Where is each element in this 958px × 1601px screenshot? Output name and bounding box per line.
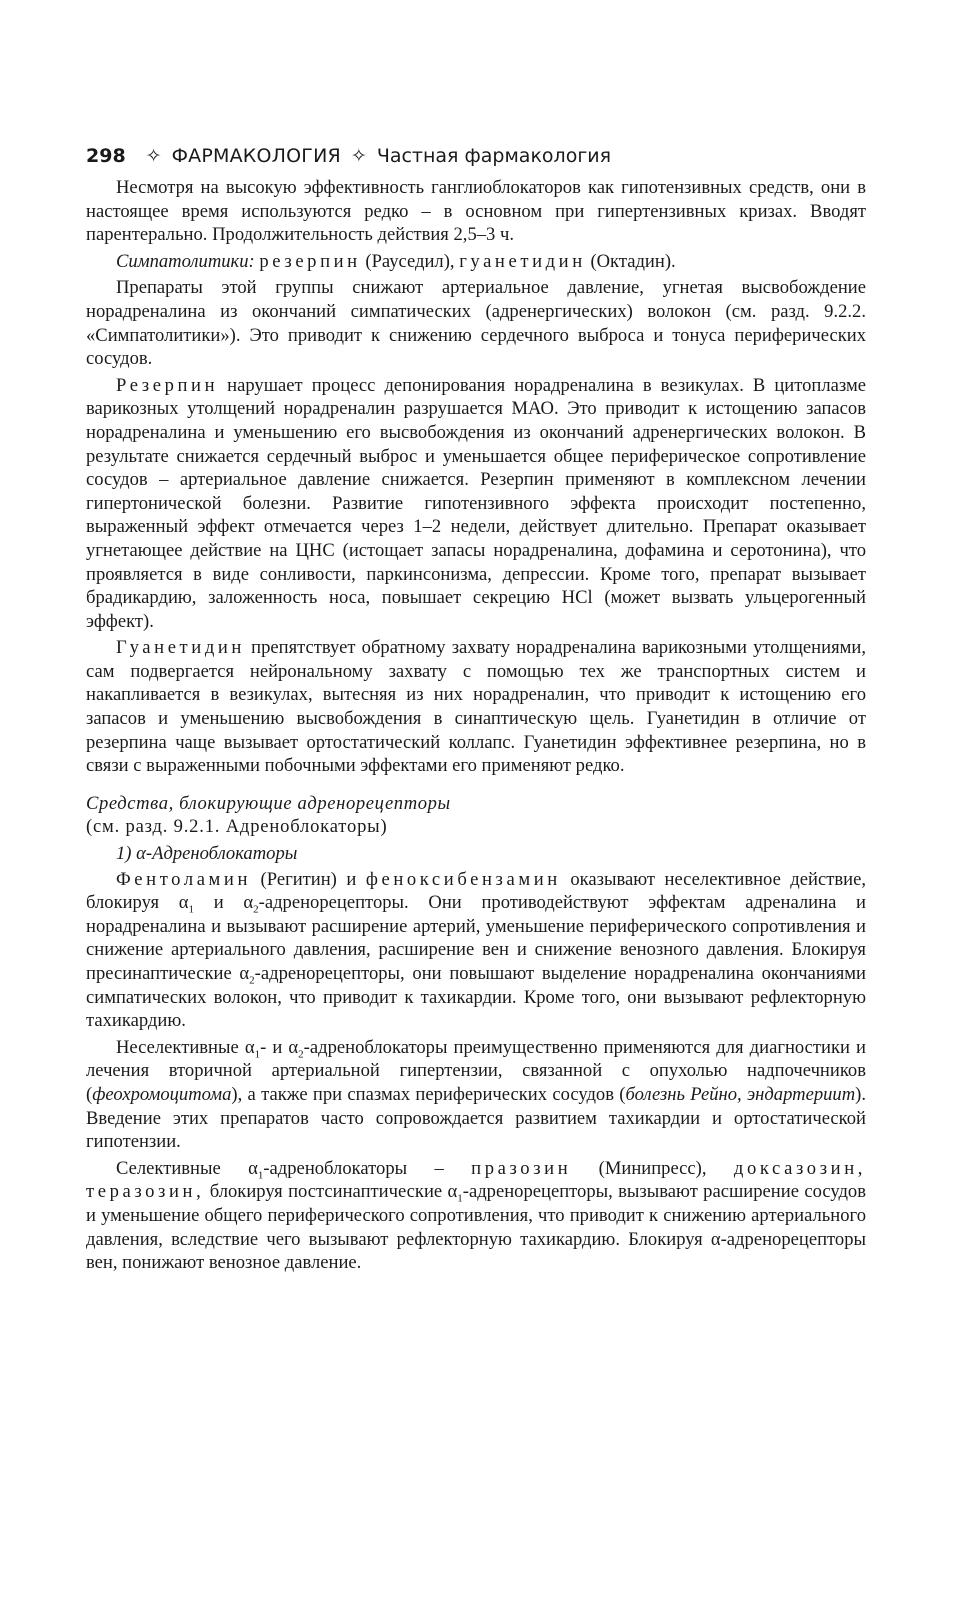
text-run: -адренорецепторы. Они противодействуют эффектам адреналина и норадреналина и вызывают расширение артерий, уменьшение периферического сопротивления и снижение артериального давления, расширение вен и снижение венозного давления. Блокируя пресинаптические α — [86, 892, 867, 984]
text-run: ), а также при спазмах периферических сосудов ( — [231, 1083, 626, 1105]
term-sympatholytics: Симпатолитики: — [116, 250, 255, 272]
paragraph-ganglioblockers: Несмотря на высокую эффективность ганглиоблокаторов как гипотензивных средств, они в настоящее время используются редко – в основном при гипертензивных кризах. Вводят парентерально. Продолжительность действия 2,5–3 ч. — [86, 177, 866, 246]
text-run: -адренорецепторы, вызывают расширение сосудов и уменьшение общего периферического сопротивления, что приводит к снижению артериального давления, вследствие чего вызывают рефлекторную тахикардию. Блокируя α-адренорецепторы вен, понижают венозное давление. — [86, 1181, 866, 1274]
text-run: блокируя постсинаптические α — [209, 1181, 458, 1203]
paragraph-nonselective-alpha — [86, 1036, 866, 1154]
italic-term: феохромоцитома — [92, 1083, 232, 1105]
text-run: Селективные α — [116, 1157, 258, 1179]
paragraph-text: препятствует обратному захвату норадреналина варикозными утолщениями, сам подвергается нейрональному захвату с помощью тех же транспортных систем и накапливается в везикулах, вытесняя из них норадреналин, что приводит к истощению его запасов и уменьшению высвобождения в синаптическую щель. Гуанетидин в отличие от резерпина чаще вызывает ортостатический коллапс. Гуанетидин эффективнее резерпина, но в связи с выраженными побочными эффектами его применяют редко. — [86, 637, 867, 777]
subscript: 1 — [457, 1193, 463, 1206]
book-page — [86, 143, 866, 1278]
book-title: ФАРМАКОЛОГИЯ — [171, 145, 341, 167]
section-title: Средства, блокирующие адренорецепторы — [86, 792, 451, 814]
diamond-icon: ✧ — [145, 145, 162, 167]
drug-name: празозин — [471, 1157, 572, 1179]
text-run: -адренорецепторы, они повышают выделение норадреналина окончаниями симпатических волокон, что приводит к тахикардии. Кроме того, они вызывают рефлекторную тахикардию. — [86, 963, 866, 1032]
text-run: и α — [193, 892, 254, 914]
trade-name: (Минипресс), — [598, 1157, 707, 1179]
drug-name: теразозин, — [86, 1181, 205, 1203]
subscript: 2 — [298, 1048, 304, 1061]
trade-name: (Регитин) и — [260, 868, 357, 890]
text-run: Неселективные α — [116, 1036, 255, 1058]
paragraph-phentolamine — [86, 868, 866, 1033]
drug-name: феноксибензамин — [365, 868, 561, 890]
drug-name: Гуанетидин — [116, 637, 245, 659]
drug-name: Резерпин — [116, 374, 219, 396]
drug-name: Фентоламин — [116, 868, 252, 890]
paragraph-reserpine — [86, 374, 866, 634]
trade-name: (Рауседил), — [365, 250, 455, 272]
subscript: 1 — [257, 1169, 264, 1182]
paragraph-text: нарушает процесс депонирования норадреналина в везикулах. В цитоплазме варикозных утолщений норадреналин разрушается МАО. Это приводит к истощению запасов норадреналина и уменьшению его высвобождения из окончаний адренергических волокон. В результате снижается сердечный выброс и уменьшается общее периферическое сопротивление сосудов – артериальное давление снижается. Резерпин применяют в комплексном лечении гипертонической болезни. Развитие гипотензивного эффекта происходит постепенно, выраженный эффект отмечается через 1–2 недели, действует длительно. Препарат оказывает угнетающее действие на ЦНС (истощает запасы норадреналина, дофамина и серотонина), что проявляется в виде сонливости, паркинсонизма, депрессии. Кроме того, препарат вызывает брадикардию, заложенность носа, повышает секрецию HCl (может вызвать ульцерогенный эффект). — [86, 374, 866, 632]
page-number: 298 — [86, 145, 126, 167]
subscript: 2 — [249, 974, 255, 987]
text-run: ). Введение этих препаратов часто сопровождается развитием тахикардии и ортостатической гипотензии. — [86, 1083, 866, 1153]
running-header — [86, 143, 866, 169]
italic-term: болезнь Рейно, эндартериит — [625, 1083, 856, 1105]
text-run: -адреноблокаторы – — [263, 1157, 444, 1179]
text-run: оказывают неселективное действие, блокируя α — [86, 868, 866, 914]
subscript: 1 — [188, 903, 194, 916]
trade-name: (Октадин). — [590, 250, 676, 272]
drug-name: гуанетидин — [459, 250, 586, 272]
paragraph-sympatholytics-mechanism: Препараты этой группы снижают артериальное давление, угнетая высвобождение норадреналина из окончаний симпатических (адренергических) волокон (см. разд. 9.2.2. «Симпатолитики»). Это приводит к снижению сердечного выброса и тонуса периферических сосудов. — [86, 277, 866, 370]
drug-name: доксазозин, — [733, 1157, 866, 1179]
paragraph-guanethidine — [86, 636, 866, 778]
subsection-title: 1) α-Адреноблокаторы — [116, 843, 298, 865]
subscript: 2 — [253, 903, 259, 916]
text-run: -адреноблокаторы преимущественно применяются для диагностики и лечения вторичной артериальной гипертензии, связанной с опухолью надпочечников ( — [86, 1036, 867, 1105]
diamond-icon: ✧ — [350, 145, 367, 167]
section-reference: (см. разд. 9.2.1. Адреноблокаторы) — [86, 816, 388, 838]
section-heading — [86, 792, 866, 839]
subscript: 1 — [254, 1048, 261, 1061]
paragraph-sympatholytics-intro — [86, 250, 866, 274]
chapter-title: Частная фармакология — [376, 145, 612, 167]
drug-name: резерпин — [259, 250, 361, 272]
text-run: - и α — [260, 1036, 299, 1058]
paragraph-selective-alpha1 — [86, 1157, 866, 1275]
